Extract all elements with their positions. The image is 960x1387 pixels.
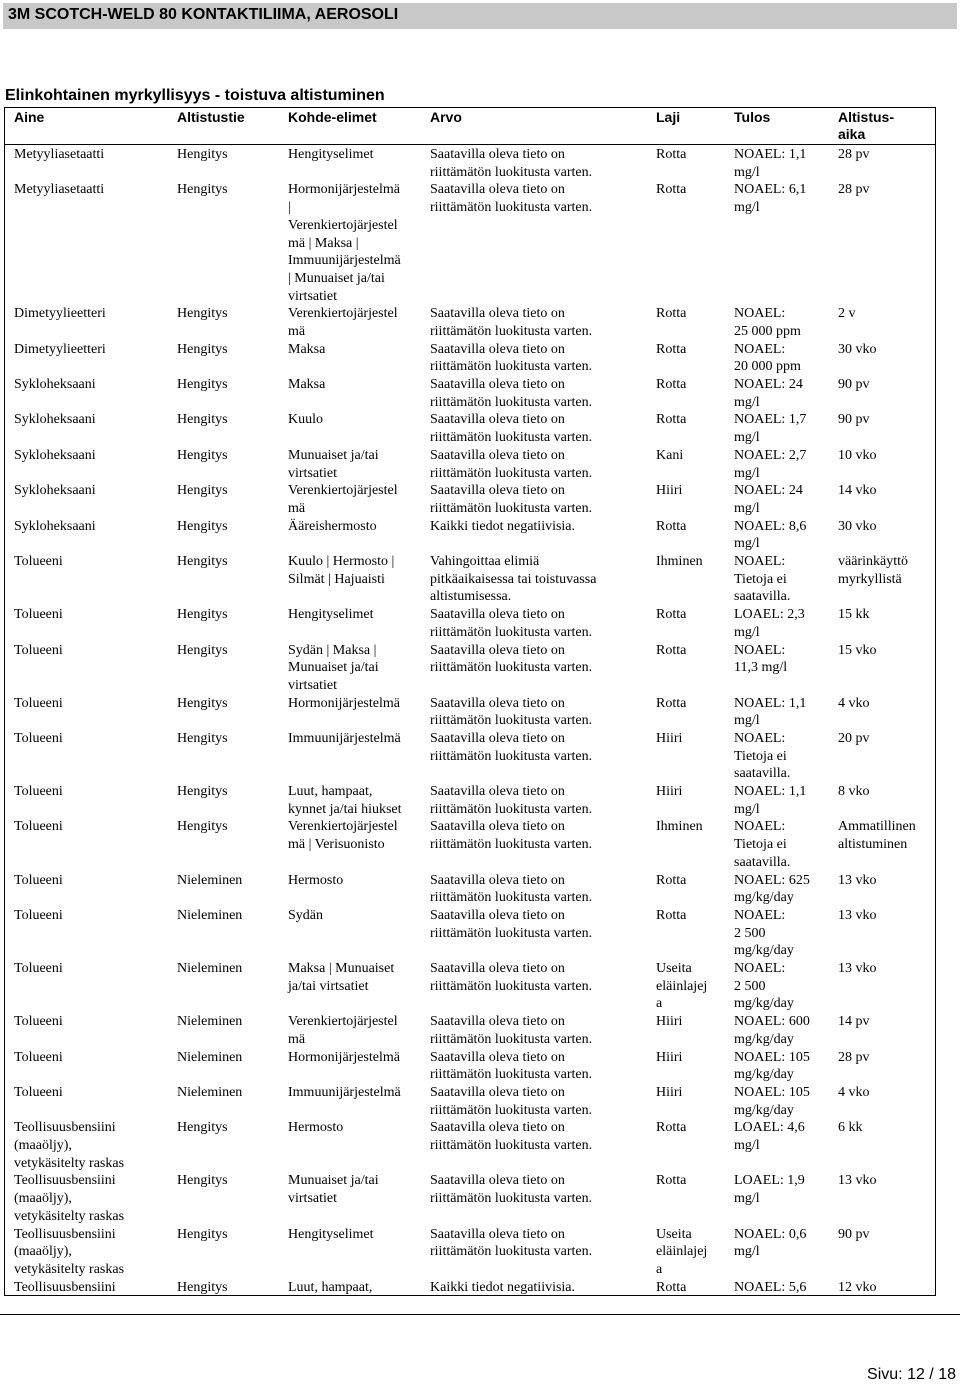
table-cell: 30 vko bbox=[838, 341, 877, 357]
table-cell: NOAEL: 1,7 mg/l bbox=[734, 412, 807, 446]
table-cell: Saatavilla oleva tieto on riittämätön luokitusta varten. bbox=[430, 147, 593, 180]
table-row bbox=[5, 642, 935, 695]
column-header: Aine bbox=[14, 109, 45, 125]
table-cell: Rotta bbox=[656, 341, 687, 357]
table-cell: Saatavilla oleva tieto on riittämätön luokitusta varten. bbox=[430, 483, 593, 516]
table-cell: 90 pv bbox=[838, 377, 870, 393]
table-cell: 4 vko bbox=[838, 1084, 870, 1100]
table-cell: Saatavilla oleva tieto on riittämätön luokitusta varten. bbox=[430, 642, 593, 676]
table-cell: 12 vko bbox=[838, 1279, 877, 1295]
table-cell: Hengitys bbox=[177, 377, 228, 393]
table-row bbox=[5, 1119, 935, 1172]
table-cell: 90 pv bbox=[838, 412, 870, 428]
table-cell: NOAEL: Tietoja ei saatavilla. bbox=[734, 554, 791, 605]
table-cell: Saatavilla oleva tieto on riittämätön luokitusta varten. bbox=[430, 1084, 593, 1118]
table-cell: Verenkiertojärjestel mä bbox=[288, 483, 398, 516]
table-cell: Tolueeni bbox=[14, 907, 63, 923]
table-row bbox=[5, 907, 935, 960]
table-cell: Hengitys bbox=[177, 607, 228, 623]
table-cell: Metyyliasetaatti bbox=[14, 147, 105, 162]
table-cell: Tolueeni bbox=[14, 695, 63, 711]
table-cell: Kuulo bbox=[288, 412, 323, 428]
table-cell: Saatavilla oleva tieto on riittämätön luokitusta varten. bbox=[430, 341, 593, 375]
table-cell: NOAEL: 1,1 mg/l bbox=[734, 695, 807, 729]
table-row bbox=[5, 553, 935, 606]
table-cell: Rotta bbox=[656, 907, 687, 923]
table-cell: 28 pv bbox=[838, 1049, 870, 1065]
table-cell: Tolueeni bbox=[14, 1014, 63, 1030]
table-cell: NOAEL: 24 mg/l bbox=[734, 483, 803, 516]
table-cell: NOAEL: 25 000 ppm bbox=[734, 306, 801, 339]
table-cell: Dimetyylieetteri bbox=[14, 341, 106, 357]
table-cell: Hengitys bbox=[177, 412, 228, 428]
table-cell: Useita eläinlajej a bbox=[656, 961, 708, 1012]
table-cell: NOAEL: 105 mg/kg/day bbox=[734, 1049, 810, 1083]
table-row bbox=[5, 1049, 935, 1084]
table-cell: NOAEL: Tietoja ei saatavilla. bbox=[734, 730, 791, 782]
table-cell: NOAEL: 625 mg/kg/day bbox=[734, 872, 810, 906]
table-cell: NOAEL: 1,1 mg/l bbox=[734, 784, 807, 817]
table-row bbox=[5, 482, 935, 517]
table-cell: Kani bbox=[656, 447, 684, 463]
table-cell: Nieleminen bbox=[177, 872, 243, 888]
table-row bbox=[5, 783, 935, 818]
table-cell: Verenkiertojärjestel mä bbox=[288, 306, 398, 339]
table-cell: Saatavilla oleva tieto on riittämätön luokitusta varten. bbox=[430, 695, 593, 729]
table-row bbox=[5, 181, 935, 305]
table-cell: Tolueeni bbox=[14, 607, 63, 623]
table-row bbox=[5, 146, 935, 181]
table-cell: NOAEL: 11,3 mg/l bbox=[734, 642, 788, 676]
table-row bbox=[5, 1226, 935, 1279]
table-cell: Immuunijärjestelmä bbox=[288, 1084, 401, 1100]
table-cell: Saatavilla oleva tieto on riittämätön luokitusta varten. bbox=[430, 961, 593, 994]
table-cell: NOAEL: 8,6 mg/l bbox=[734, 518, 807, 552]
table-cell: Saatavilla oleva tieto on riittämätön luokitusta varten. bbox=[430, 377, 593, 410]
table-row bbox=[5, 518, 935, 553]
table-cell: NOAEL: 6,1 mg/l bbox=[734, 182, 807, 216]
table-cell: NOAEL: 105 mg/kg/day bbox=[734, 1084, 810, 1118]
table-row bbox=[5, 960, 935, 1013]
table-cell: Teollisuusbensiini (maaöljy), vetykäsitelty raskas bbox=[14, 1173, 125, 1224]
document-title: 3M SCOTCH-WELD 80 KONTAKTILIIMA, AEROSOLI bbox=[8, 6, 399, 23]
table-cell: Hiiri bbox=[656, 1049, 683, 1065]
table-cell: Sykloheksaani bbox=[14, 412, 96, 428]
column-header: Kohde-elimet bbox=[288, 109, 377, 125]
table-cell: Kuulo | Hermosto | Silmät | Hajuaisti bbox=[288, 554, 395, 587]
table-cell: Hormonijärjestelmä | Verenkiertojärjestel mä | Maksa | Immuunijärjestelmä | Munuaiset ja/tai virtsatiet bbox=[288, 182, 401, 304]
table-cell: Hengitys bbox=[177, 147, 228, 162]
table-cell: Hiiri bbox=[656, 1084, 683, 1100]
table-row bbox=[5, 411, 935, 446]
table-cell: Teollisuusbensiini (maaöljy), vetykäsitelty raskas bbox=[14, 1120, 125, 1171]
table-cell: Saatavilla oleva tieto on riittämätön luokitusta varten. bbox=[430, 872, 593, 906]
table-cell: Saatavilla oleva tieto on riittämätön luokitusta varten. bbox=[430, 730, 593, 764]
table-cell: Rotta bbox=[656, 607, 687, 623]
table-cell: LOAEL: 4,6 mg/l bbox=[734, 1120, 805, 1154]
table-cell: Hengitys bbox=[177, 1226, 228, 1242]
table-row bbox=[5, 1172, 935, 1225]
table-cell: Tolueeni bbox=[14, 1049, 63, 1065]
table-row bbox=[5, 1279, 935, 1297]
table-cell: Tolueeni bbox=[14, 730, 63, 746]
table-cell: NOAEL: 2 500 mg/kg/day bbox=[734, 961, 794, 1012]
table-cell: Saatavilla oleva tieto on riittämätön luokitusta varten. bbox=[430, 1120, 593, 1154]
table-cell: 13 vko bbox=[838, 1173, 877, 1189]
table-cell: Hiiri bbox=[656, 784, 683, 800]
table-cell: Hengitys bbox=[177, 306, 228, 322]
table-cell: Vahingoittaa elimiä pitkäaikaisessa tai toistuvassa altistumisessa. bbox=[430, 554, 597, 605]
table-cell: Ääreishermosto bbox=[288, 518, 377, 534]
table-cell: Saatavilla oleva tieto on riittämätön luokitusta varten. bbox=[430, 182, 593, 216]
table-cell: 30 vko bbox=[838, 518, 877, 534]
table-cell: 28 pv bbox=[838, 182, 870, 198]
table-cell: 13 vko bbox=[838, 961, 877, 977]
table-cell: Immuunijärjestelmä bbox=[288, 730, 401, 746]
table-cell: 4 vko bbox=[838, 695, 870, 711]
table-cell: Hengitys bbox=[177, 518, 228, 534]
toxicity-table bbox=[4, 107, 936, 1296]
header-divider bbox=[5, 144, 935, 145]
table-cell: NOAEL: 2,7 mg/l bbox=[734, 447, 807, 481]
table-cell: Nieleminen bbox=[177, 1084, 243, 1100]
table-cell: Tolueeni bbox=[14, 872, 63, 888]
table-cell: 10 vko bbox=[838, 447, 877, 463]
column-header: Altistustie bbox=[177, 109, 245, 125]
table-cell: Sykloheksaani bbox=[14, 518, 96, 534]
table-cell: NOAEL: 2 500 mg/kg/day bbox=[734, 907, 794, 959]
table-cell: Hormonijärjestelmä bbox=[288, 1049, 400, 1065]
table-cell: Sykloheksaani bbox=[14, 447, 96, 463]
table-cell: Saatavilla oleva tieto on riittämätön luokitusta varten. bbox=[430, 412, 593, 446]
table-cell: 20 pv bbox=[838, 730, 870, 746]
table-cell: Hengitys bbox=[177, 730, 228, 746]
table-cell: Hengityselimet bbox=[288, 607, 374, 623]
table-cell: Kaikki tiedot negatiivisia. bbox=[430, 518, 576, 534]
table-cell: Rotta bbox=[656, 1279, 687, 1295]
table-cell: NOAEL: Tietoja ei saatavilla. bbox=[734, 819, 791, 870]
table-row bbox=[5, 447, 935, 482]
table-cell: Hiiri bbox=[656, 1014, 683, 1030]
table-cell: Saatavilla oleva tieto on riittämätön luokitusta varten. bbox=[430, 1049, 593, 1083]
table-cell: Verenkiertojärjestel mä | Verisuonisto bbox=[288, 819, 398, 853]
table-cell: Sykloheksaani bbox=[14, 483, 96, 499]
table-row bbox=[5, 341, 935, 376]
table-header bbox=[5, 108, 935, 144]
table-cell: Rotta bbox=[656, 642, 687, 658]
table-cell: Tolueeni bbox=[14, 819, 63, 835]
table-row bbox=[5, 1084, 935, 1119]
table-cell: Hengitys bbox=[177, 554, 228, 570]
table-cell: 13 vko bbox=[838, 907, 877, 923]
table-cell: 2 v bbox=[838, 306, 856, 322]
table-cell: Hormonijärjestelmä bbox=[288, 695, 400, 711]
table-cell: Maksa bbox=[288, 341, 326, 357]
table-cell: Ammatillinen altistuminen bbox=[838, 819, 916, 853]
table-row bbox=[5, 606, 935, 641]
table-cell: Maksa bbox=[288, 377, 326, 393]
table-cell: Dimetyylieetteri bbox=[14, 306, 106, 322]
table-cell: Hengityselimet bbox=[288, 1226, 374, 1242]
table-cell: Munuaiset ja/tai virtsatiet bbox=[288, 1173, 379, 1207]
table-cell: Tolueeni bbox=[14, 642, 63, 658]
table-row bbox=[5, 730, 935, 783]
table-cell: Rotta bbox=[656, 695, 687, 711]
table-row bbox=[5, 872, 935, 907]
table-cell: Hengitys bbox=[177, 483, 228, 499]
table-cell: Saatavilla oleva tieto on riittämätön luokitusta varten. bbox=[430, 784, 593, 817]
table-cell: Rotta bbox=[656, 377, 687, 393]
table-cell: Saatavilla oleva tieto on riittämätön luokitusta varten. bbox=[430, 907, 593, 941]
table-cell: Saatavilla oleva tieto on riittämätön luokitusta varten. bbox=[430, 447, 593, 481]
table-cell: Luut, hampaat, kynnet ja/tai hiukset bbox=[288, 784, 402, 817]
table-row bbox=[5, 376, 935, 411]
table-cell: Useita eläinlajej a bbox=[656, 1226, 708, 1277]
table-cell: Nieleminen bbox=[177, 1049, 243, 1065]
table-cell: Hengitys bbox=[177, 1173, 228, 1189]
table-cell: NOAEL: 1,1 mg/l bbox=[734, 147, 807, 180]
table-row bbox=[5, 695, 935, 730]
document-header-bar bbox=[3, 3, 957, 29]
table-cell: Saatavilla oleva tieto on riittämätön luokitusta varten. bbox=[430, 306, 593, 339]
table-cell: Hiiri bbox=[656, 483, 683, 499]
table-cell: Rotta bbox=[656, 1173, 687, 1189]
table-cell: Teollisuusbensiini bbox=[14, 1279, 116, 1295]
table-cell: Verenkiertojärjestel mä bbox=[288, 1014, 398, 1047]
table-cell: NOAEL: 5,6 bbox=[734, 1279, 807, 1295]
table-cell: Nieleminen bbox=[177, 907, 243, 923]
table-cell: Munuaiset ja/tai virtsatiet bbox=[288, 447, 379, 481]
table-cell: Hengitys bbox=[177, 784, 228, 800]
table-cell: Hengitys bbox=[177, 819, 228, 835]
table-row bbox=[5, 1013, 935, 1048]
table-cell: LOAEL: 1,9 mg/l bbox=[734, 1173, 805, 1207]
column-header: Arvo bbox=[430, 109, 462, 125]
table-cell: NOAEL: 24 mg/l bbox=[734, 377, 803, 410]
table-cell: LOAEL: 2,3 mg/l bbox=[734, 607, 805, 640]
table-cell: 6 kk bbox=[838, 1120, 863, 1136]
table-cell: NOAEL: 600 mg/kg/day bbox=[734, 1014, 810, 1047]
table-cell: 90 pv bbox=[838, 1226, 870, 1242]
table-cell: Ihminen bbox=[656, 819, 703, 835]
table-cell: Maksa | Munuaiset ja/tai virtsatiet bbox=[288, 961, 395, 994]
table-cell: Hengityselimet bbox=[288, 147, 374, 162]
table-cell: Saatavilla oleva tieto on riittämätön luokitusta varten. bbox=[430, 1226, 593, 1260]
table-cell: Teollisuusbensiini (maaöljy), vetykäsitelty raskas bbox=[14, 1226, 125, 1277]
table-cell: 28 pv bbox=[838, 147, 870, 162]
table-cell: 8 vko bbox=[838, 784, 870, 800]
table-cell: Saatavilla oleva tieto on riittämätön luokitusta varten. bbox=[430, 819, 593, 853]
table-cell: Nieleminen bbox=[177, 1014, 243, 1030]
table-cell: 15 kk bbox=[838, 607, 870, 623]
column-header: Laji bbox=[656, 109, 681, 125]
table-cell: Hermosto bbox=[288, 872, 344, 888]
table-cell: Luut, hampaat, bbox=[288, 1279, 373, 1295]
column-header: Tulos bbox=[734, 109, 771, 125]
table-cell: NOAEL: 20 000 ppm bbox=[734, 341, 801, 375]
table-cell: Rotta bbox=[656, 412, 687, 428]
column-header: Altistus- aika bbox=[838, 109, 894, 142]
page-number: Sivu: 12 / 18 bbox=[867, 1366, 956, 1383]
table-cell: Kaikki tiedot negatiivisia. bbox=[430, 1279, 576, 1295]
table-cell: Saatavilla oleva tieto on riittämätön luokitusta varten. bbox=[430, 607, 593, 640]
table-cell: Hengitys bbox=[177, 1120, 228, 1136]
table-cell: 13 vko bbox=[838, 872, 877, 888]
table-cell: Rotta bbox=[656, 518, 687, 534]
table-cell: Hengitys bbox=[177, 1279, 228, 1295]
table-cell: Rotta bbox=[656, 872, 687, 888]
table-cell: Rotta bbox=[656, 1120, 687, 1136]
table-cell: NOAEL: 0,6 mg/l bbox=[734, 1226, 807, 1260]
table-cell: Tolueeni bbox=[14, 961, 63, 977]
table-cell: Saatavilla oleva tieto on riittämätön luokitusta varten. bbox=[430, 1014, 593, 1047]
table-cell: 14 pv bbox=[838, 1014, 870, 1030]
table-cell: Sydän bbox=[288, 907, 323, 923]
table-cell: Hengitys bbox=[177, 447, 228, 463]
table-cell: Rotta bbox=[656, 306, 687, 322]
table-cell: Hermosto bbox=[288, 1120, 344, 1136]
table-cell: Sydän | Maksa | Munuaiset ja/tai virtsatiet bbox=[288, 642, 379, 693]
table-cell: Hengitys bbox=[177, 341, 228, 357]
footer-divider bbox=[0, 1314, 960, 1315]
table-cell: Saatavilla oleva tieto on riittämätön luokitusta varten. bbox=[430, 1173, 593, 1207]
table-body bbox=[5, 146, 935, 1296]
table-cell: Hengitys bbox=[177, 642, 228, 658]
table-cell: Metyyliasetaatti bbox=[14, 182, 105, 198]
table-cell: Tolueeni bbox=[14, 784, 63, 800]
table-row bbox=[5, 818, 935, 871]
table-row bbox=[5, 305, 935, 340]
table-cell: Tolueeni bbox=[14, 554, 63, 570]
table-cell: Hengitys bbox=[177, 695, 228, 711]
table-cell: Rotta bbox=[656, 147, 687, 162]
table-cell: 14 vko bbox=[838, 483, 877, 499]
section-title: Elinkohtainen myrkyllisyys - toistuva altistuminen bbox=[5, 87, 385, 104]
table-cell: väärinkäyttö myrkyllistä bbox=[838, 554, 908, 587]
table-cell: 15 vko bbox=[838, 642, 877, 658]
table-cell: Sykloheksaani bbox=[14, 377, 96, 393]
table-cell: Rotta bbox=[656, 182, 687, 198]
table-cell: Hengitys bbox=[177, 182, 228, 198]
table-cell: Hiiri bbox=[656, 730, 683, 746]
table-cell: Ihminen bbox=[656, 554, 703, 570]
table-cell: Nieleminen bbox=[177, 961, 243, 977]
table-cell: Tolueeni bbox=[14, 1084, 63, 1100]
